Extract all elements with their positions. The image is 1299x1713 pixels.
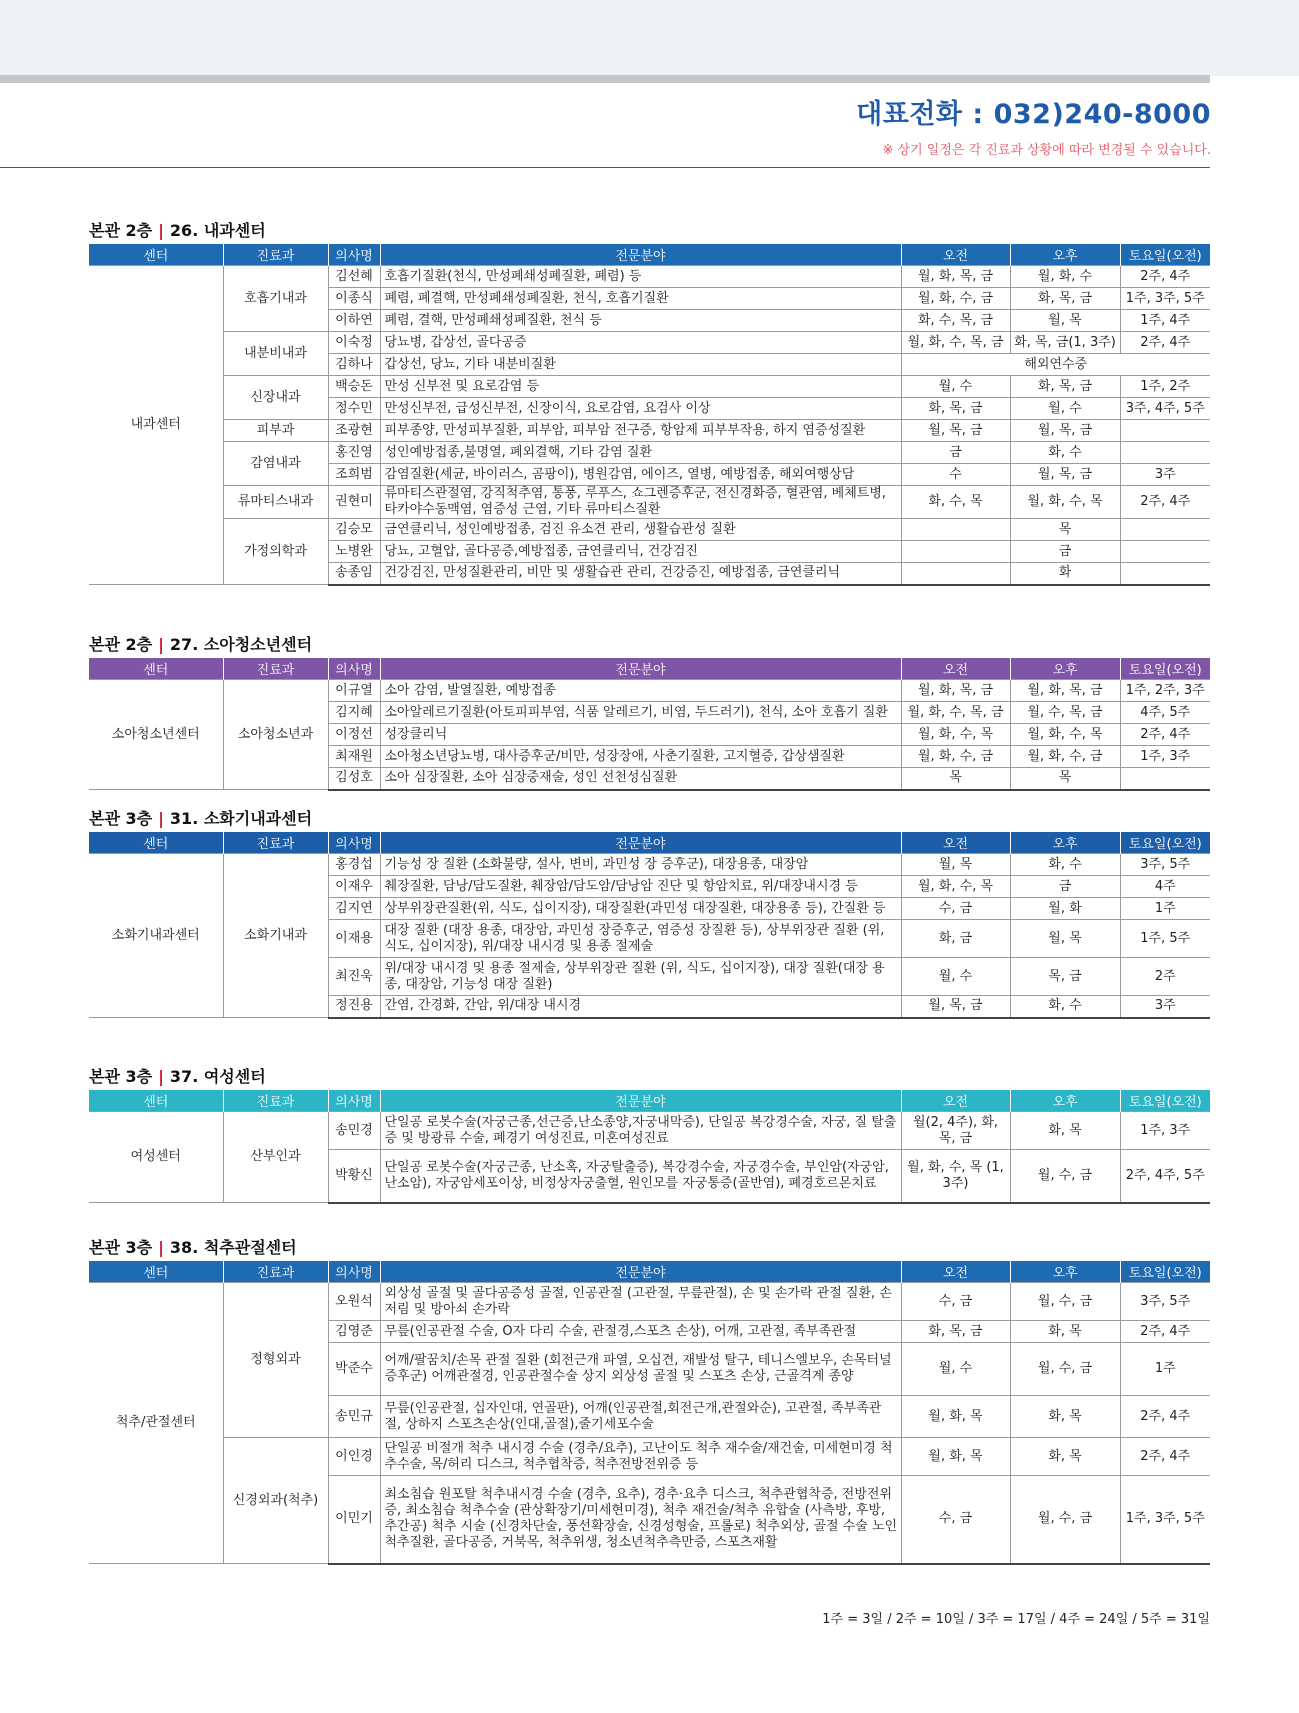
doctor-name: 이숙정 [328, 332, 380, 354]
afternoon-schedule: 화, 목 [1010, 1396, 1120, 1438]
morning-schedule [901, 519, 1010, 541]
saturday-schedule: 1주, 2주 [1120, 376, 1210, 398]
column-header: 진료과 [223, 658, 328, 680]
specialty-cell: 성인예방접종,불명열, 폐외결핵, 기타 감염 질환 [380, 442, 901, 464]
specialty-cell: 외상성 골절 및 골다공증성 골절, 인공관절 (고관절, 무릎관절), 손 및 손가락 관절 질환, 손저림 및 방아쇠 손가락 [380, 1283, 901, 1321]
morning-schedule: 월, 화, 수, 목, 금 [901, 702, 1010, 724]
table-row [89, 1438, 1210, 1476]
column-header: 오후 [1010, 1090, 1120, 1112]
doctor-name: 이종식 [328, 288, 380, 310]
saturday-schedule [1120, 442, 1210, 464]
morning-schedule: 수 [901, 464, 1010, 486]
table-row [89, 376, 1210, 398]
table-header-row [89, 658, 1210, 680]
saturday-schedule: 3주, 5주 [1120, 1283, 1210, 1321]
schedule-table [89, 658, 1210, 791]
specialty-cell: 단일공 비절개 척추 내시경 수술 (경추/요추), 고난이도 척추 재수술/재건술, 미세현미경 척추수술, 목/허리 디스크, 척추협착증, 척추전방전위증 등 [380, 1438, 901, 1476]
table-row [89, 442, 1210, 464]
afternoon-schedule: 화, 목 [1010, 1112, 1120, 1150]
saturday-schedule [1120, 768, 1210, 790]
table-row [89, 1112, 1210, 1150]
specialty-cell: 소아 심장질환, 소아 심장중재술, 성인 선천성심질환 [380, 768, 901, 790]
table-row [89, 266, 1210, 288]
afternoon-schedule: 금 [1010, 541, 1120, 563]
center-cell: 여성센터 [89, 1112, 223, 1203]
specialty-cell: 단일공 로봇수술(자궁근종, 난소혹, 자궁탈출증), 복강경수술, 자궁경수술, 부인암(자궁암, 난소암), 자궁암세포이상, 비정상자궁출혈, 원인모를 자궁통증(골반염), 폐경호르몬치료 [380, 1150, 901, 1203]
doctor-name: 김성호 [328, 768, 380, 790]
specialty-cell: 감염질환(세균, 바이러스, 곰팡이), 병원감염, 에이즈, 열병, 예방접종, 해외여행상담 [380, 464, 901, 486]
morning-schedule: 월, 화, 목, 금 [901, 266, 1010, 288]
saturday-schedule: 1주, 3주 [1120, 746, 1210, 768]
morning-schedule: 월, 화, 수, 목, 금 [901, 332, 1010, 354]
specialty-cell: 건강검진, 만성질환관리, 비만 및 생활습관 관리, 건강증진, 예방접종, 금연클리닉 [380, 563, 901, 585]
saturday-schedule [1120, 541, 1210, 563]
morning-schedule: 화, 수, 목, 금 [901, 310, 1010, 332]
department-cell: 정형외과 [223, 1283, 328, 1438]
afternoon-schedule: 목 [1010, 768, 1120, 790]
column-header: 오후 [1010, 244, 1120, 266]
saturday-schedule: 2주, 4주 [1120, 332, 1210, 354]
schedule-table [89, 244, 1210, 586]
department-cell: 신경외과(척추) [223, 1438, 328, 1564]
afternoon-schedule: 금 [1010, 876, 1120, 898]
doctor-name: 김지혜 [328, 702, 380, 724]
column-header: 의사명 [328, 1090, 380, 1112]
section-name: 37. 여성센터 [169, 1067, 266, 1086]
saturday-schedule [1120, 519, 1210, 541]
section-floor: 본관 2층 [89, 635, 153, 654]
doctor-name: 박황신 [328, 1150, 380, 1203]
morning-schedule: 화, 금 [901, 920, 1010, 958]
section-title-separator: | [158, 1238, 164, 1257]
saturday-schedule: 1주, 3주 [1120, 1112, 1210, 1150]
afternoon-schedule: 월, 화, 수, 목 [1010, 724, 1120, 746]
morning-schedule: 월(2, 4주), 화, 목, 금 [901, 1112, 1010, 1150]
specialty-cell: 성장클리닉 [380, 724, 901, 746]
specialty-cell: 류마티스관절염, 강직척추염, 통풍, 루푸스, 쇼그렌증후군, 전신경화증, 혈관염, 베체트병, 타카야수동맥염, 염증성 근염, 기타 류마티스질환 [380, 486, 901, 519]
specialty-cell: 췌장질환, 담낭/담도질환, 췌장암/담도암/담낭암 진단 및 항암치료, 위/대장내시경 등 [380, 876, 901, 898]
afternoon-schedule: 월, 수, 금 [1010, 1283, 1120, 1321]
column-header: 토요일(오전) [1120, 658, 1210, 680]
table-header-row [89, 1090, 1210, 1112]
column-header: 토요일(오전) [1120, 832, 1210, 854]
afternoon-schedule: 월, 화, 수 [1010, 266, 1120, 288]
section-title-separator: | [158, 635, 164, 654]
morning-schedule: 수, 금 [901, 1283, 1010, 1321]
center-cell: 소화기내과센터 [89, 854, 223, 1018]
saturday-schedule: 4주 [1120, 876, 1210, 898]
morning-schedule: 수, 금 [901, 898, 1010, 920]
morning-schedule: 월, 수 [901, 958, 1010, 996]
column-header: 전문분야 [380, 658, 901, 680]
doctor-name: 송종임 [328, 563, 380, 585]
saturday-schedule: 2주, 4주 [1120, 1438, 1210, 1476]
column-header: 센터 [89, 244, 223, 266]
afternoon-schedule: 화, 수 [1010, 854, 1120, 876]
section-title [89, 218, 1210, 244]
center-cell: 내과센터 [89, 266, 223, 585]
doctor-name: 이인경 [328, 1438, 380, 1476]
column-header: 전문분야 [380, 244, 901, 266]
column-header: 센터 [89, 658, 223, 680]
morning-schedule: 월, 목, 금 [901, 420, 1010, 442]
doctor-name: 이규열 [328, 680, 380, 702]
saturday-schedule: 3주, 5주 [1120, 854, 1210, 876]
doctor-name: 김영준 [328, 1321, 380, 1343]
saturday-schedule: 2주, 4주 [1120, 724, 1210, 746]
schedule-note: 해외연수중 [901, 354, 1210, 376]
specialty-cell: 호흡기질환(천식, 만성폐쇄성폐질환, 폐렴) 등 [380, 266, 901, 288]
column-header: 오후 [1010, 1261, 1120, 1283]
doctor-name: 최진욱 [328, 958, 380, 996]
center-cell: 소아청소년센터 [89, 680, 223, 790]
morning-schedule: 월, 화, 수, 금 [901, 746, 1010, 768]
column-header: 오전 [901, 1090, 1010, 1112]
doctor-name: 이재용 [328, 920, 380, 958]
morning-schedule: 월, 화, 수, 목 (1, 3주) [901, 1150, 1010, 1203]
column-header: 진료과 [223, 244, 328, 266]
morning-schedule: 월, 수 [901, 1343, 1010, 1396]
saturday-schedule: 2주, 4주 [1120, 266, 1210, 288]
doctor-name: 이하연 [328, 310, 380, 332]
doctor-name: 김승모 [328, 519, 380, 541]
department-cell: 내분비내과 [223, 332, 328, 376]
morning-schedule: 월, 화, 목 [901, 1438, 1010, 1476]
saturday-schedule: 1주 [1120, 1343, 1210, 1396]
column-header: 진료과 [223, 1261, 328, 1283]
section-title [89, 1235, 1210, 1261]
table-row [89, 486, 1210, 519]
schedule-table [89, 1090, 1210, 1204]
doctor-name: 홍경섭 [328, 854, 380, 876]
saturday-schedule: 3주 [1120, 996, 1210, 1018]
top-gray-bar [0, 75, 1210, 83]
doctor-name: 김하나 [328, 354, 380, 376]
section-title [89, 632, 1210, 658]
morning-schedule: 월, 화, 수, 목 [901, 724, 1010, 746]
saturday-schedule [1120, 420, 1210, 442]
afternoon-schedule: 화, 수 [1010, 996, 1120, 1018]
department-cell: 가정의학과 [223, 519, 328, 585]
table-header-row [89, 1261, 1210, 1283]
morning-schedule: 화, 수, 목 [901, 486, 1010, 519]
section-floor: 본관 3층 [89, 1238, 153, 1257]
afternoon-schedule: 월, 화 [1010, 898, 1120, 920]
doctor-name: 조희범 [328, 464, 380, 486]
saturday-schedule: 1주 [1120, 898, 1210, 920]
section-floor: 본관 3층 [89, 1067, 153, 1086]
afternoon-schedule: 목, 금 [1010, 958, 1120, 996]
morning-schedule: 월, 목, 금 [901, 996, 1010, 1018]
afternoon-schedule: 목 [1010, 519, 1120, 541]
specialty-cell: 금연클리닉, 성인예방접종, 검진 유소견 관리, 생활습관성 질환 [380, 519, 901, 541]
section-floor: 본관 3층 [89, 809, 153, 828]
table-header-row [89, 244, 1210, 266]
doctor-name: 송민경 [328, 1112, 380, 1150]
section-title [89, 806, 1210, 832]
column-header: 오후 [1010, 658, 1120, 680]
afternoon-schedule: 화, 수 [1010, 442, 1120, 464]
afternoon-schedule: 월, 수 [1010, 398, 1120, 420]
afternoon-schedule: 월, 수, 금 [1010, 1476, 1120, 1564]
saturday-schedule: 1주, 3주, 5주 [1120, 288, 1210, 310]
header-divider [0, 167, 1210, 168]
column-header: 진료과 [223, 832, 328, 854]
doctor-name: 이정선 [328, 724, 380, 746]
department-cell: 감염내과 [223, 442, 328, 486]
column-header: 토요일(오전) [1120, 1261, 1210, 1283]
table-row [89, 332, 1210, 354]
morning-schedule [901, 563, 1010, 585]
afternoon-schedule: 월, 수, 금 [1010, 1150, 1120, 1203]
top-band [0, 0, 1299, 76]
section-floor: 본관 2층 [89, 221, 153, 240]
schedule-section [89, 218, 1210, 586]
specialty-cell: 위/대장 내시경 및 용종 절제술, 상부위장관 질환 (위, 식도, 십이지장), 대장 질환(대장 용종, 대장암, 기능성 대장 질환) [380, 958, 901, 996]
specialty-cell: 만성 신부전 및 요로감염 등 [380, 376, 901, 398]
saturday-schedule: 1주, 3주, 5주 [1120, 1476, 1210, 1564]
doctor-name: 최재원 [328, 746, 380, 768]
morning-schedule [901, 541, 1010, 563]
specialty-cell: 대장 질환 (대장 용종, 대장암, 과민성 장증후군, 염증성 장질환 등), 상부위장관 질환 (위, 식도, 십이지장), 위/대장 내시경 및 용종 절제술 [380, 920, 901, 958]
table-row [89, 1283, 1210, 1321]
column-header: 의사명 [328, 832, 380, 854]
specialty-cell: 무릎(인공관절 수술, O자 다리 수술, 관절경,스포츠 손상), 어깨, 고관절, 족부족관절 [380, 1321, 901, 1343]
saturday-schedule: 3주 [1120, 464, 1210, 486]
section-name: 27. 소아청소년센터 [169, 635, 313, 654]
column-header: 전문분야 [380, 832, 901, 854]
department-cell: 소아청소년과 [223, 680, 328, 790]
specialty-cell: 어깨/팔꿈치/손목 관절 질환 (회전근개 파열, 오십견, 재발성 탈구, 테니스엘보우, 손목터널증후군) 어깨관절경, 인공관절수술 상지 외상성 골절 및 스포츠 손상, 근골격계 종양 [380, 1343, 901, 1396]
section-name: 31. 소화기내과센터 [169, 809, 313, 828]
doctor-name: 노병완 [328, 541, 380, 563]
specialty-cell: 기능성 장 질환 (소화불량, 설사, 변비, 과민성 장 증후군), 대장용종, 대장암 [380, 854, 901, 876]
doctor-name: 이민기 [328, 1476, 380, 1564]
schedule-section [89, 632, 1210, 791]
specialty-cell: 피부종양, 만성피부질환, 피부암, 피부암 전구증, 항암제 피부부작용, 하지 염증성질환 [380, 420, 901, 442]
column-header: 전문분야 [380, 1261, 901, 1283]
morning-schedule: 금 [901, 442, 1010, 464]
morning-schedule: 월, 목 [901, 854, 1010, 876]
column-header: 오전 [901, 244, 1010, 266]
saturday-schedule [1120, 563, 1210, 585]
afternoon-schedule: 월, 목 [1010, 920, 1120, 958]
schedule-section [89, 1235, 1210, 1565]
department-cell: 류마티스내과 [223, 486, 328, 519]
doctor-name: 송민규 [328, 1396, 380, 1438]
column-header: 의사명 [328, 244, 380, 266]
doctor-name: 오원석 [328, 1283, 380, 1321]
doctor-name: 백승돈 [328, 376, 380, 398]
morning-schedule: 월, 화, 목, 금 [901, 680, 1010, 702]
afternoon-schedule: 화, 목 [1010, 1438, 1120, 1476]
section-title-separator: | [158, 221, 164, 240]
specialty-cell: 최소침습 원포탈 척추내시경 수술 (경추, 요추), 경추·요추 디스크, 척추관협착증, 전방전위증, 최소침습 척추수술 (관상확장기/미세현미경), 척추 재건술/척추 유합술 (사측방, 후방, 추간공) 척추 시술 (신경차단술, 풍선확장술, 신경성형술, 프롤로) 척추외상, 골절 수술 노인척추질환, 골다공증, 거북목, 척추위생, 청소년척추측만증, 스포츠재활 [380, 1476, 901, 1564]
doctor-name: 권현미 [328, 486, 380, 519]
saturday-schedule: 4주, 5주 [1120, 702, 1210, 724]
schedule-table [89, 1261, 1210, 1565]
specialty-cell: 갑상선, 당뇨, 기타 내분비질환 [380, 354, 901, 376]
section-title [89, 1064, 1210, 1090]
department-cell: 산부인과 [223, 1112, 328, 1203]
specialty-cell: 소아알레르기질환(아토피피부염, 식품 알레르기, 비염, 두드러기), 천식, 소아 호흡기 질환 [380, 702, 901, 724]
schedule-section [89, 1064, 1210, 1204]
column-header: 전문분야 [380, 1090, 901, 1112]
schedule-notice: ※ 상기 일정은 각 진료과 상황에 따라 변경될 수 있습니다. [882, 143, 1211, 158]
specialty-cell: 소아청소년당뇨병, 대사증후군/비만, 성장장애, 사춘기질환, 고지혈증, 갑상샘질환 [380, 746, 901, 768]
table-row [89, 854, 1210, 876]
specialty-cell: 폐렴, 폐결핵, 만성폐쇄성폐질환, 천식, 호흡기질환 [380, 288, 901, 310]
specialty-cell: 폐렴, 결핵, 만성폐쇄성폐질환, 천식 등 [380, 310, 901, 332]
doctor-name: 정진용 [328, 996, 380, 1018]
morning-schedule: 수, 금 [901, 1476, 1010, 1564]
doctor-name: 정수민 [328, 398, 380, 420]
afternoon-schedule: 월, 화, 수, 금 [1010, 746, 1120, 768]
afternoon-schedule: 월, 목 [1010, 310, 1120, 332]
afternoon-schedule: 화, 목, 금(1, 3주) [1010, 332, 1120, 354]
specialty-cell: 당뇨, 고혈압, 골다공증,예방접종, 금연클리닉, 건강검진 [380, 541, 901, 563]
doctor-name: 박준수 [328, 1343, 380, 1396]
specialty-cell: 상부위장관질환(위, 식도, 십이지장), 대장질환(과민성 대장질환, 대장용종 등), 간질환 등 [380, 898, 901, 920]
saturday-schedule: 2주, 4주 [1120, 486, 1210, 519]
morning-schedule: 월, 수 [901, 376, 1010, 398]
morning-schedule: 월, 화, 수, 금 [901, 288, 1010, 310]
table-row [89, 680, 1210, 702]
main-phone-number: 대표전화 : 032)240-8000 [856, 99, 1211, 130]
specialty-cell: 만성신부전, 급성신부전, 신장이식, 요로감염, 요검사 이상 [380, 398, 901, 420]
morning-schedule: 월, 화, 목 [901, 1396, 1010, 1438]
column-header: 센터 [89, 1261, 223, 1283]
column-header: 센터 [89, 832, 223, 854]
afternoon-schedule: 화, 목, 금 [1010, 288, 1120, 310]
afternoon-schedule: 월, 목, 금 [1010, 464, 1120, 486]
saturday-schedule: 1주, 4주 [1120, 310, 1210, 332]
schedule-table [89, 832, 1210, 1019]
afternoon-schedule: 월, 목, 금 [1010, 420, 1120, 442]
afternoon-schedule: 화, 목, 금 [1010, 376, 1120, 398]
section-title-separator: | [158, 1067, 164, 1086]
morning-schedule: 월, 화, 수, 목 [901, 876, 1010, 898]
doctor-name: 이재우 [328, 876, 380, 898]
doctor-name: 조광현 [328, 420, 380, 442]
center-cell: 척추/관절센터 [89, 1283, 223, 1564]
column-header: 오후 [1010, 832, 1120, 854]
afternoon-schedule: 월, 화, 수, 목 [1010, 486, 1120, 519]
saturday-schedule: 2주, 4주 [1120, 1321, 1210, 1343]
department-cell: 소화기내과 [223, 854, 328, 1018]
column-header: 토요일(오전) [1120, 1090, 1210, 1112]
section-title-separator: | [158, 809, 164, 828]
column-header: 센터 [89, 1090, 223, 1112]
saturday-schedule: 3주, 4주, 5주 [1120, 398, 1210, 420]
saturday-schedule: 2주 [1120, 958, 1210, 996]
department-cell: 피부과 [223, 420, 328, 442]
week-legend: 1주 = 3일 / 2주 = 10일 / 3주 = 17일 / 4주 = 24일 / 5주 = 31일 [822, 1612, 1210, 1627]
department-cell: 호흡기내과 [223, 266, 328, 332]
afternoon-schedule: 화, 목 [1010, 1321, 1120, 1343]
column-header: 진료과 [223, 1090, 328, 1112]
column-header: 오전 [901, 832, 1010, 854]
column-header: 오전 [901, 658, 1010, 680]
specialty-cell: 소아 감염, 발열질환, 예방접종 [380, 680, 901, 702]
saturday-schedule: 2주, 4주, 5주 [1120, 1150, 1210, 1203]
schedule-section [89, 806, 1210, 1019]
specialty-cell: 단일공 로봇수술(자궁근종,선근증,난소종양,자궁내막증), 단일공 복강경수술, 자궁, 질 탈출증 및 방광류 수술, 폐경기 여성진료, 미혼여성진료 [380, 1112, 901, 1150]
header-info [856, 92, 1211, 158]
doctor-name: 김지연 [328, 898, 380, 920]
saturday-schedule: 2주, 4주 [1120, 1396, 1210, 1438]
specialty-cell: 간염, 간경화, 간암, 위/대장 내시경 [380, 996, 901, 1018]
table-row [89, 420, 1210, 442]
section-name: 26. 내과센터 [169, 221, 266, 240]
morning-schedule: 목 [901, 768, 1010, 790]
table-header-row [89, 832, 1210, 854]
department-cell: 신장내과 [223, 376, 328, 420]
saturday-schedule: 1주, 2주, 3주 [1120, 680, 1210, 702]
afternoon-schedule: 월, 수, 목, 금 [1010, 702, 1120, 724]
doctor-name: 김선혜 [328, 266, 380, 288]
column-header: 의사명 [328, 658, 380, 680]
column-header: 오전 [901, 1261, 1010, 1283]
specialty-cell: 당뇨병, 갑상선, 골다공증 [380, 332, 901, 354]
saturday-schedule: 1주, 5주 [1120, 920, 1210, 958]
doctor-name: 홍진영 [328, 442, 380, 464]
column-header: 의사명 [328, 1261, 380, 1283]
afternoon-schedule: 화 [1010, 563, 1120, 585]
morning-schedule: 화, 목, 금 [901, 1321, 1010, 1343]
section-name: 38. 척추관절센터 [169, 1238, 297, 1257]
afternoon-schedule: 월, 화, 목, 금 [1010, 680, 1120, 702]
table-row [89, 519, 1210, 541]
afternoon-schedule: 월, 수, 금 [1010, 1343, 1120, 1396]
morning-schedule: 화, 목, 금 [901, 398, 1010, 420]
specialty-cell: 무릎(인공관절, 십자인대, 연골판), 어깨(인공관절,회전근개,관절와순), 고관절, 족부족관절, 상하지 스포츠손상(인대,골절),줄기세포수술 [380, 1396, 901, 1438]
column-header: 토요일(오전) [1120, 244, 1210, 266]
